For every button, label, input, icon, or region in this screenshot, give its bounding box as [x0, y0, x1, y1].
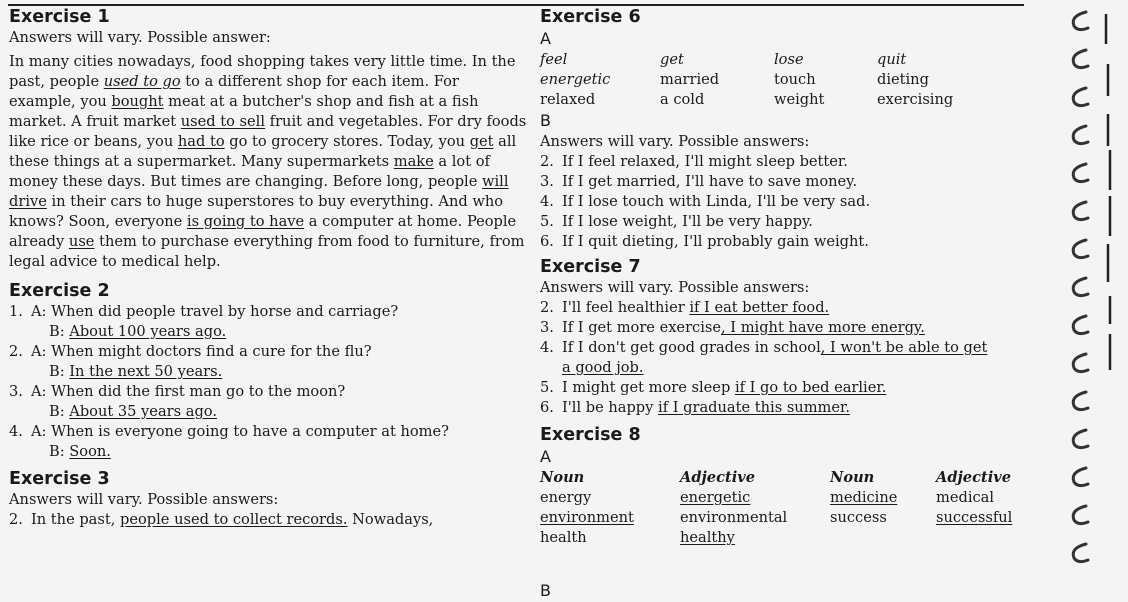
- binding-ring: [1073, 12, 1088, 30]
- qa-item: 2. A: When might doctors find a cure for the flu? B: In the next 50 years.: [9, 343, 372, 380]
- list-item: 6. If I quit dieting, I'll probably gain weight.: [540, 233, 869, 250]
- binding-ring: [1073, 430, 1088, 448]
- exercise-7-intro: Answers will vary. Possible answers:: [540, 279, 810, 296]
- exercise-8-part-b: B: [540, 581, 551, 600]
- list-item: 2. If I feel relaxed, I'll might sleep better.: [540, 153, 848, 170]
- spiral-binding: [1046, 0, 1128, 592]
- exercise-6-part-b: B: [540, 111, 551, 130]
- list-item: 3. If I get married, I'll have to save money.: [540, 173, 858, 190]
- binding-ring: [1073, 278, 1088, 296]
- qa-item: 1. A: When did people travel by horse and carriage? B: About 100 years ago.: [9, 303, 399, 340]
- exercise-1-title: Exercise 1: [9, 7, 110, 27]
- binding-ring: [1073, 506, 1088, 524]
- list-item: 3. If I get more exercise, I might have more energy.: [540, 319, 925, 336]
- exercise-2-list: [9, 302, 529, 462]
- exercise-2-title: Exercise 2: [9, 281, 110, 301]
- exercise-6-b-intro: Answers will vary. Possible answers:: [540, 133, 810, 150]
- binding-ring: [1073, 240, 1088, 258]
- exercise-8-title: Exercise 8: [540, 425, 641, 445]
- exercise-1-paragraph: In many cities nowadays, food shopping takes very little time. In the past, people used to go to a different shop for each item. For example, you bought meat at a butcher's shop and fish at a fish market. A fruit market used to sell fruit and vegetables. For dry foods like rice or beans, you had to go to grocery stores. Today, you get all these things at a supermarket. Many supermarkets make a lot of money these days. But times are changing. Before long, people will drive in their cars to huge superstores to buy everything. And who knows? Soon, everyone is going to have a computer at home. People already use them to purchase everything from food to furniture, from legal advice to medical help.: [9, 53, 527, 270]
- qa-item: 3. A: When did the first man go to the moon? B: About 35 years ago.: [9, 383, 346, 420]
- exercise-6-table: feel energetic relaxed get married a cold lose touch weight quit dieting exercising: [540, 51, 954, 108]
- binding-ring: [1073, 354, 1088, 372]
- left-column: [9, 6, 529, 530]
- exercise-6-part-a: A: [540, 29, 551, 48]
- binding-ring: [1073, 392, 1088, 410]
- exercise-3-title: Exercise 3: [9, 469, 110, 489]
- list-item: 2. I'll feel healthier if I eat better food.: [540, 299, 830, 316]
- exercise-8-part-a: A: [540, 447, 551, 466]
- qa-item: 4. A: When is everyone going to have a computer at home? B: Soon.: [9, 423, 449, 460]
- exercise-6-title: Exercise 6: [540, 7, 641, 27]
- exercise-6-b-list: [540, 152, 1030, 252]
- list-item: 6. I'll be happy if I graduate this summer.: [540, 399, 851, 416]
- right-column: [540, 6, 1030, 600]
- exercise-3-intro: Answers will vary. Possible answers:: [9, 491, 279, 508]
- exercise-3-item: 2. In the past, people used to collect records. Nowadays,: [9, 511, 434, 528]
- exercise-7-list: [540, 298, 1030, 418]
- exercise-8-table: Noun energy environment health Adjective energetic environmental healthy Noun medicine success Adjective medical successful: [540, 469, 1013, 546]
- list-item: 4. If I lose touch with Linda, I'll be very sad.: [540, 193, 871, 210]
- exercise-7-title: Exercise 7: [540, 257, 641, 277]
- binding-ring: [1073, 468, 1088, 486]
- list-item: 5. If I lose weight, I'll be very happy.: [540, 213, 813, 230]
- binding-ring: [1073, 126, 1088, 144]
- list-item: 5. I might get more sleep if I go to bed earlier.: [540, 379, 887, 396]
- binding-ring: [1073, 202, 1088, 220]
- list-item: 4. If I don't get good grades in school, I won't be able to get a good job.: [540, 339, 988, 376]
- binding-ring: [1073, 50, 1088, 68]
- binding-ring: [1073, 316, 1088, 334]
- exercise-1-intro: Answers will vary. Possible answer:: [9, 29, 271, 46]
- binding-ring: [1073, 88, 1088, 106]
- binding-ring: [1073, 544, 1088, 562]
- binding-ring: [1073, 164, 1088, 182]
